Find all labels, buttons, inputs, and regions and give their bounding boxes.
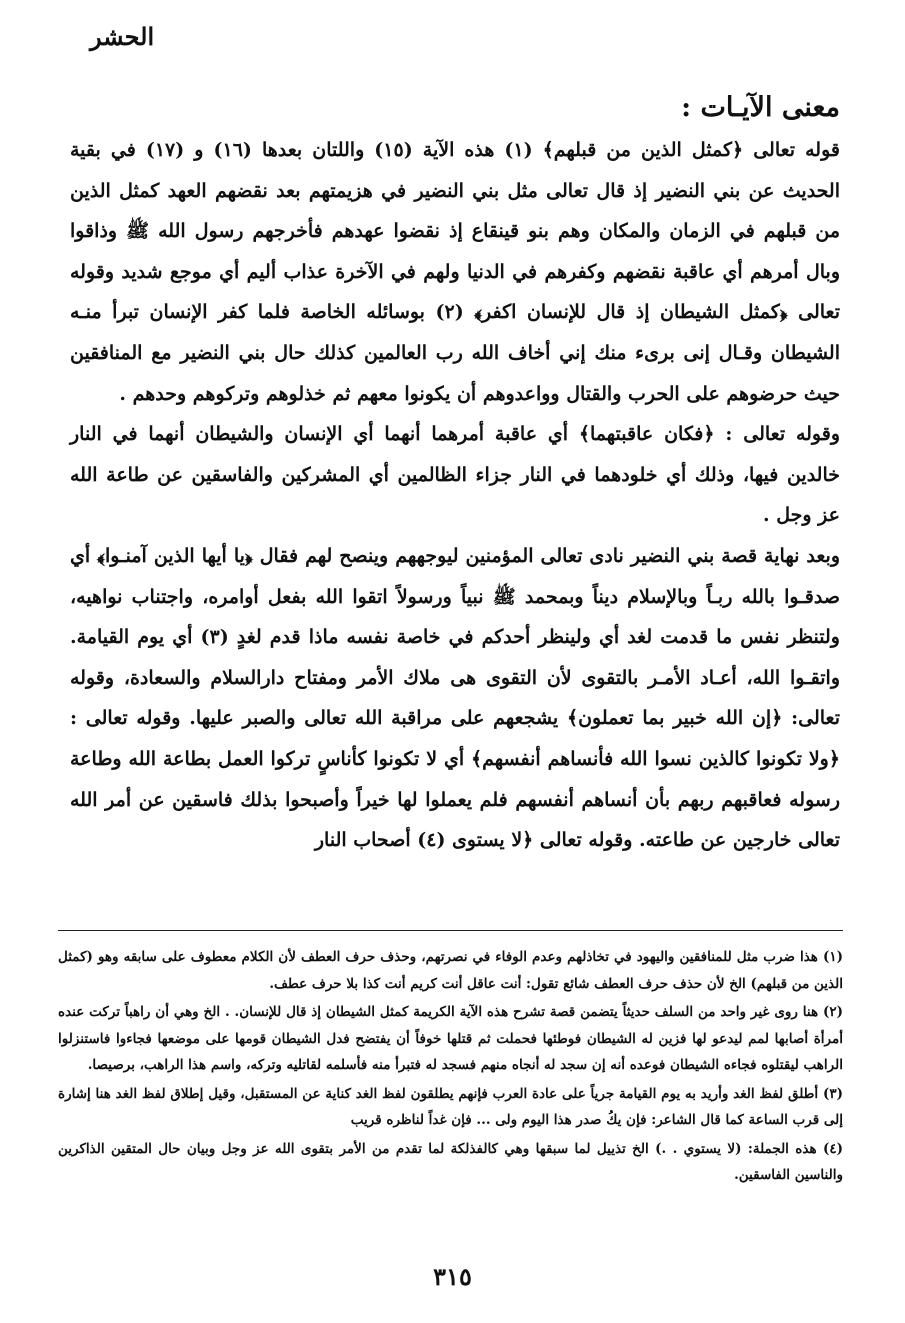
paragraph: وبعد نهاية قصة بني النضير نادى تعالى المؤمنين ليوجههم وينصح لهم فقال ﴿يا أيها الذين آمنـوا﴾ أي صدقـوا بالله ربـاً وبالإسلام ديناً وبمحمد ﷺ نبياً ورسولاً اتقوا الله بفعل أوامره، واجتناب نواهيه، ولتنظر نفس ما قدمت لغد أي ولينظر أحدكم في خاصة نفسه ماذا قدم لغدٍ (٣) أي يوم القيامة. واتقـوا الله، أعـاد الأمـر بالتقوى لأن التقوى هى ملاك الأمر ومفتاح دارالسلام والسعادة، وقوله تعالى: ﴿إن الله خبير بما تعملون﴾ يشجعهم على مراقبة الله تعالى والصبر عليها. وقوله تعالى : ﴿ولا تكونوا كالذين نسوا الله فأنساهم أنفسهم﴾ أي لا تكونوا كأناسٍ تركوا العمل بطاعة الله وطاعة رسوله فعاقبهم ربهم بأن أنساهم أنفسهم فلم يعملوا لها خيراً وأصبحوا بذلك فاسقين عن أمر الله تعالى خارجين عن طاعته. وقوله تعالى ﴿لا يستوى (٤) أصحاب النار: [70, 544, 840, 852]
footnotes: [58, 944, 843, 1191]
footnote-divider: [58, 930, 843, 931]
footnote: (٣) أطلق لفظ الغد وأريد به يوم القيامة جرياً على عادة العرب فإنهم يطلقون لفظ الغد كناية عن المستقبل، وقيل إطلاق لفظ الغد هنا إشارة إلى قرب الساعة كما قال الشاعر: فإن يكُ صدر هذا اليوم ولى ... فإن غداً لناظره قريب: [58, 1085, 843, 1128]
paragraph: وقوله تعالى : ﴿فكان عاقبتهما﴾ أي عاقبة أمرهما أنهما أي الإنسان والشيطان أنهما في النار خالدين فيها، وذلك أي خلودهما في النار جزاء الظالمين أي المشركين والفاسقين عن طاعة الله عز وجل .: [70, 423, 840, 527]
footnote: (٤) هذه الجملة: (لا يستوي . .) الخ تذييل لما سبقها وهي كالفذلكة لما تقدم من الأمر بتقوى الله عز وجل وبيان حال المتقين الذاكرين والناسين الفاسقين.: [58, 1140, 843, 1183]
footnote: (٢) هنا روى غير واحد من السلف حديثاً يتضمن قصة تشرح هذه الآية الكريمة كمثل الشيطان إذ قال للإنسان. . الخ وهي أن راهباً تركت عنده أمرأة أصابها لمم ليدعو لها فزين له الشيطان فوطئها فحملت ثم قتلها خوفاً أن يفتضح فدل الشيطان قومها على موضعها فجاءوا فاستنزلوا الراهب ليقتلوه فجاءه الشيطان فوعده أنه إن سجد له أنجاه منهم فسجد له فتبرأ منه فأسلمه لقاتليه وتركه، واسم هذا الراهب، برصيصا.: [58, 1004, 843, 1073]
running-title: الحشر: [90, 22, 155, 51]
main-text: [70, 130, 840, 861]
paragraph: قوله تعالى ﴿كمثل الذين من قبلهم﴾ (١) هذه الآية (١٥) واللتان بعدها (١٦) و (١٧) في بقية الحديث عن بني النضير إذ قال تعالى مثل بني النضير في هزيمتهم بعد نقضهم العهد كمثل الذين من قبلهم في الزمان والمكان وهم بنو قينقاع إذ نقضوا عهدهم فأخرجهم رسول الله ﷺ وذاقوا وبال أمرهم أي عاقبة نقضهم وكفرهم في الدنيا ولهم في الآخرة عذاب أليم أي موجع شديد وقوله تعالى ﴿كمثل الشيطان إذ قال للإنسان اكفر﴾ (٢) بوسائله الخاصة فلما كفر الإنسان تبرأ منـه الشيطان وقـال إنى برىء منك إني أخاف الله رب العالمين كذلك حال بني النضير مع المنافقين حيث حرضوهم على الحرب والقتال وواعدوهم أن يكونوا معهم ثم خذلوهم وتركوهم وحدهم .: [70, 139, 840, 405]
page-number: ٣١٥: [433, 1262, 472, 1291]
footnote: (١) هذا ضرب مثل للمنافقين واليهود في تخاذلهم وعدم الوفاء في نصرتهم، وحذف حرف العطف لأن الكلام معطوف على سابقه وهو (كمثل الذين من قبلهم) الخ لأن حذف حرف العطف شائع تقول: أنت عاقل أنت كريم أنت كذا بلا حرف عطف.: [58, 949, 843, 992]
section-heading: معنى الآيـات :: [681, 92, 840, 123]
